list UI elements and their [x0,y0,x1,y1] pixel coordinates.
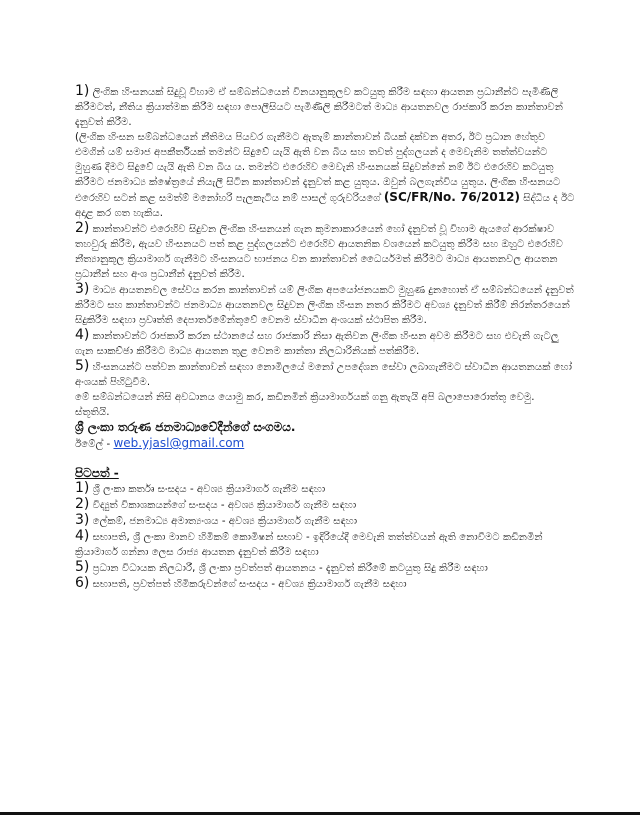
case-reference: (SC/FR/No. 76/2012) [383,190,520,204]
item-text-note-end: සිද්ධිය ද ඊට අදාළ කර ගත හැකිය. [75,193,575,219]
item-text: කාන්තාවන්ට රාජකාරි කරන ස්ථානයේ සහ රාජකාරි නිසා ඇතිවන ලිංගික හිංසන අවම කිරීමට සහ එවැනි ගැටලු ගැන සාකච්ඡා කිරීමට මාධ්‍ය ආයතන තුළ වෙනම කාන්තා නිලධාරිනියක් පත්කිරීම. [75,331,559,357]
item-text: හිංසනයන්ට පත්වන කාන්තාවන් සඳහා නොමිලයේ මනෝ උපදේශන සේවා ලබාගැනීමට ස්වාධීන ආයතනයක් හෝ අංශයක් පිහිටුවීම. [75,362,573,388]
demand-item-4 [75,328,575,359]
copies-heading: පිටපත් - [75,466,119,480]
signature-block [75,420,575,452]
copy-item-5: 5) ප්‍රධාන විධායක නිලධාරී, ශ්‍රී ලංකා ප්‍රවත්පත් ආයතනය - දැනුවත් කිරීමේ කටයුතු සිදු කිරීම සඳහා [75,559,488,575]
demand-item-2 [75,221,575,282]
item-number: 1) [75,83,90,99]
copy-item-4: 4) සභාපති, ශ්‍රී ලංකා මානව හිමිකම් කොමිෂන් සභාව - ඉදිරියේදී මෙවැනි තත්ත්වයන් ඇති නොවීමට කඩිනමින් ක්‍රියාමාර්ග ගන්නා ලෙස රාජ්‍ය ආයතන දැනුවත් කිරීම සඳහා [75,528,543,558]
demand-item-3 [75,282,575,328]
demand-item-1 [75,84,575,221]
copies-list [75,481,575,592]
item-number: 3) [75,281,90,297]
email-link[interactable]: web.yjasl@gmail.com [113,436,245,450]
demand-item-5 [75,359,575,390]
thanks-line: ස්තූතියි. [75,407,110,418]
item-number: 4) [75,327,90,343]
copy-item-6: 6) සභාපති, ප්‍රවත්පත් හිමිකරුවන්ගේ සංසදය - අවශ්‍ය ක්‍රියාමාර්ග ගැනීම සඳහා [75,575,407,591]
copy-item-2: 2) විද්‍යුත් විකාශකයන්ගේ සංසදය - අවශ්‍ය ක්‍රියාමාර්ග ගැනීම සඳහා [75,496,357,512]
item-text-note: (ලිංගික හිංසන සම්බන්ධයෙන් නීතිමය පියවර ගැනීමට ඇතැම් කාන්තාවන් බියක් දක්වන අතර, ඊට ප්‍රධාන හේතුව එමගින් යම් සමාජ අපකීර්තියක් තමන්ට සිදුවේ යැයි ඇති වන බිය සහ තවත් පුද්ගලයන් ද මෙවැනිම තත්ත්වයන්ට මුහුණ දීමට සිදුවේ යැයි ඇති වන බිය ය. තමන්ට එරෙහිව මෙවැනි හිංසනයක් සිදුවන්නේ නම් ඊට එරෙහිව කටයුතු කිරීමට ජනමාධ්‍ය ක්ෂේත්‍රයේ නියැලී සිටින කාන්තාවන් දැනුවත් කළ යුතුය. ඔවුන් බලගැන්විය යුතුය. ලිංගික හිංසනයට එරෙහිව සටන් කළ සමත්ම් මනෝහරි පැලකැටිය නම් පාසල් ගුරුවරියගේ [75,132,561,204]
letter-body [75,84,575,592]
copy-item-1: 1) ශ්‍රී ලංකා කර්තෘ සංසදය - අවශ්‍ය ක්‍රියාමාර්ග ගැනීම සඳහා [75,480,326,496]
page-bottom-border [0,812,640,815]
closing-paragraph: මේ සම්බන්ධයෙන් නිසි අවධානය යොමු කර, කඩිනමින් ක්‍රියාමාර්ගයක් ගනු ඇතැයි අපි බලාපොරොත්තු වෙමු. [75,392,535,403]
item-text: මාධ්‍ය ආයතනවල සේවය කරන කාන්තාවන් යම් ලිංගික අපයෝජනයකට මුහුණ දුනහොත් ඒ සම්බන්ධයෙන් දැනුවත් කිරීමට සහ කාන්තාවන්ට ජනමාධ්‍ය ආයතනවල සිදුවන ලිංගික හිංසන නතර කිරීමට අවශ්‍ය දැනුවත් කිරීම් නිරන්තරයෙන් සිදුකිරීම සඳහා ප්‍රවෘත්ති දෙපාර්තමේන්තුවේ වෙනම ස්වාධීන අංශයක් ස්ථාපිත කිරීම. [75,285,574,326]
item-text: කාන්තාවන්ට එරෙහිව සිදුවන ලිංගික හිංසනයන් ගැන කුමනාකාරයෙන් හෝ දැනුවත් වූ විහාම ඇයගේ ආරක්ෂාව තහවුරු කිරීම, ඇයව හිංසනයට පත් කළ පුද්ගලයන්ට එරෙහිව ආයතනික වශයෙන් කටයුතු කිරීම සහ ඔහුට එරෙහිව නීත්‍යානුකූල ක්‍රියාමාර්ග ගැනීමට හිංසනයට භාජනය වන කාන්තාවන් ධෛර්යමත් කිරීමට මාධ්‍ය ආයතනවල ආයතන ප්‍රධානීන් සහ අංශ ප්‍රධානීන් දැනුවත් කිරීම. [75,224,563,280]
item-number: 2) [75,220,90,236]
item-text: ලිංගික හිංසනයක් සිදුවූ විහාම ඒ සම්බන්ධයෙන් විනයානුකූලව කටයුතු කිරීම සඳහා ආයතන ප්‍රධානීන්ට පැමිණිලි කිරීමටත්, නීතිය ක්‍රියාත්මක කිරීම සඳහා පොලීසියට පැමිණිලි කිරීමටත් මාධ්‍ය ආයතනවල රාජකාරි කරන කාන්තාවන් දැනුවත් කිරීම. [75,87,563,128]
copy-item-3: 3) ලේකම්, ජනමාධ්‍ය අමාත්‍යංශය - අවශ්‍ය ක්‍රියාමාර්ග ගැනීම සඳහා [75,512,358,528]
organization-name: ශ්‍රී ලංකා තරුණ ජනමාධ්‍යවේදීන්ගේ සංගමය. [75,420,296,434]
email-label: ඊමේල් - [75,439,111,450]
item-number: 5) [75,358,90,374]
